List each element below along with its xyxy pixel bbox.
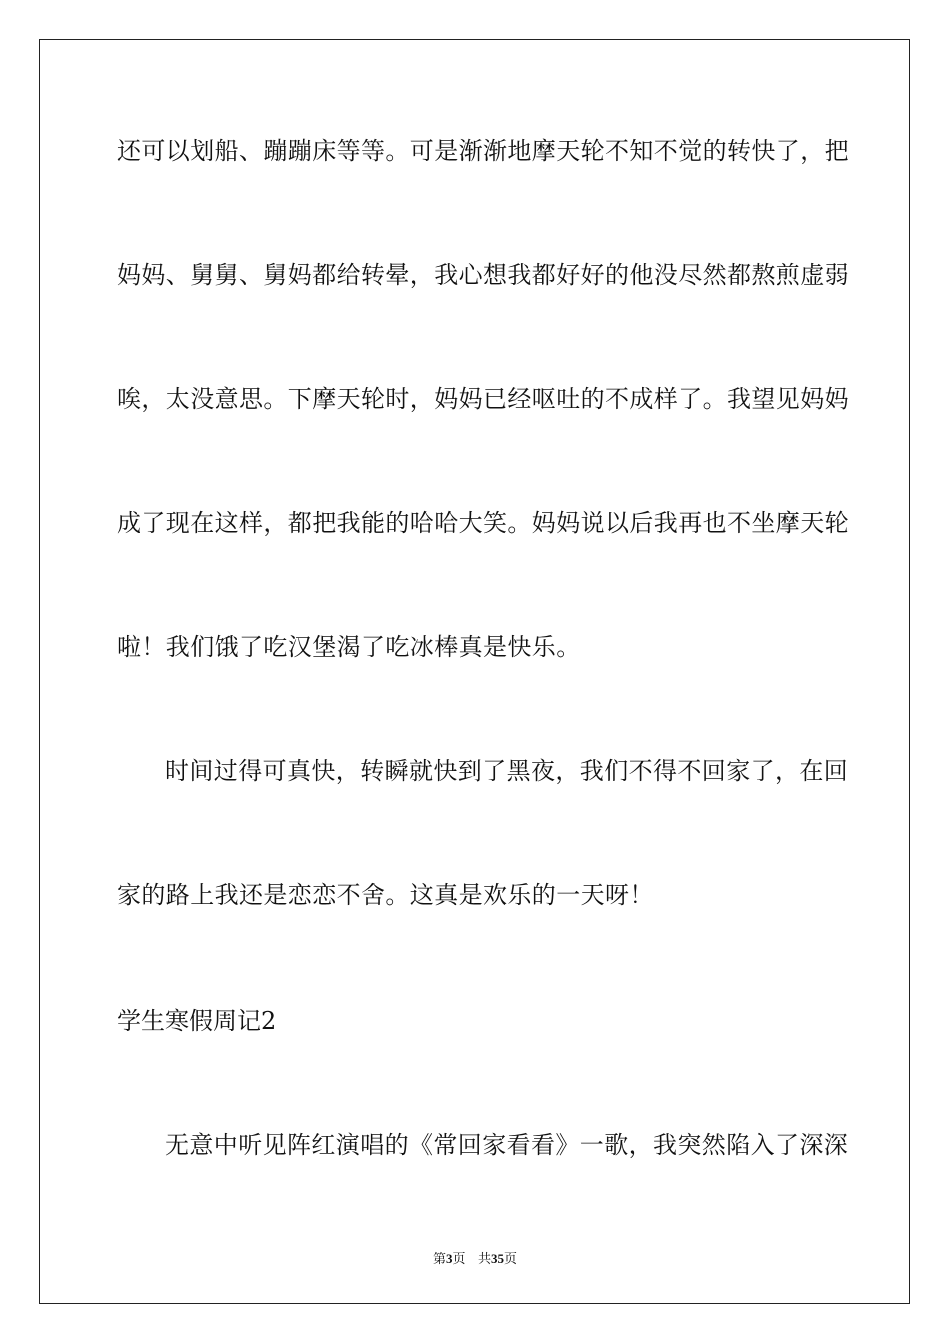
total-label-prefix: 共: [477, 1252, 491, 1267]
text-line: 唉，太没意思。下摩天轮时，妈妈已经呕吐的不成样了。我望见妈妈: [117, 385, 849, 413]
text-line: 啦！我们饿了吃汉堡渴了吃冰棒真是快乐。: [117, 633, 581, 661]
page-label-suffix: 页: [452, 1252, 466, 1267]
text-line: 无意中听见阵红演唱的《常回家看看》一歌，我突然陷入了深深: [165, 1131, 849, 1159]
text-line: 成了现在这样，都把我能的哈哈大笑。妈妈说以后我再也不坐摩天轮: [117, 509, 849, 537]
total-label-suffix: 页: [503, 1252, 517, 1267]
page-footer: [0, 1248, 950, 1267]
section-heading: 学生寒假周记2: [117, 1007, 277, 1035]
text-line: 家的路上我还是恋恋不舍。这真是欢乐的一天呀！: [117, 881, 654, 909]
page-number: 3: [446, 1251, 453, 1266]
text-line: 妈妈、舅舅、舅妈都给转晕，我心想我都好好的他没尽然都熬煎虚弱: [117, 261, 849, 289]
text-line: 时间过得可真快，转瞬就快到了黑夜，我们不得不回家了，在回: [165, 757, 849, 785]
text-line: 还可以划船、蹦蹦床等等。可是渐渐地摩天轮不知不觉的转快了，把: [117, 137, 849, 165]
page-border: [39, 39, 910, 1304]
total-pages: 35: [490, 1251, 504, 1266]
page-label-prefix: 第: [433, 1252, 447, 1267]
